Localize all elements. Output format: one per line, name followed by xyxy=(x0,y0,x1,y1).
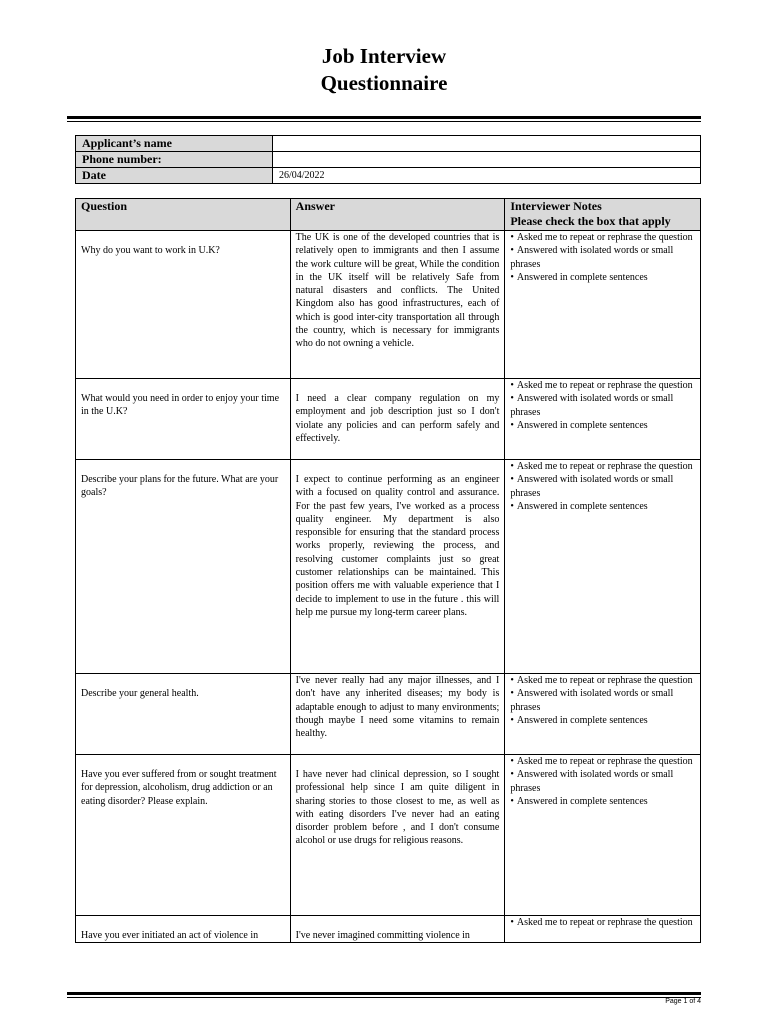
answer-cell[interactable]: I've never really had any major illnesses, and I don't have any inherited diseases; my body is adaptable enough to adjust to many environments; though maybe I need some vitamins to remain healthy. xyxy=(290,674,505,755)
answer-cell[interactable] xyxy=(290,755,505,916)
question-text: Describe your general health. xyxy=(81,688,199,699)
table-row xyxy=(76,755,701,916)
question-text: Have you ever initiated an act of violence in xyxy=(81,930,259,941)
header-notes xyxy=(505,199,701,231)
question-cell xyxy=(76,460,291,674)
applicant-info-table xyxy=(75,135,701,184)
notes-option[interactable]: • Asked me to repeat or rephrase the question xyxy=(510,755,695,768)
notes-option[interactable]: • Answered in complete sentences xyxy=(510,714,695,727)
header-rule-thick xyxy=(67,116,701,119)
notes-option[interactable]: • Answered with isolated words or small phrases xyxy=(510,687,695,714)
question-cell xyxy=(76,916,291,943)
question-cell xyxy=(76,755,291,916)
answer-text: I expect to continue performing as an engineer with a focused on quality control and assurance. For the past few years, I've worked as a process quality engineer. My department is also responsible for ensuring that the standard process works properly, reviewing the process, and resolving customer complaints just so great customer relationships can be maintained. This position offers me with valuable experience that I decide to implement to use in the future . this will help me pursue my long-term career plans. xyxy=(295,474,500,618)
answer-cell[interactable] xyxy=(290,916,505,943)
notes-option[interactable]: • Asked me to repeat or rephrase the question xyxy=(510,231,695,244)
notes-cell xyxy=(505,379,701,460)
info-label: Date xyxy=(76,168,273,184)
notes-option[interactable]: • Asked me to repeat or rephrase the question xyxy=(510,674,695,687)
question-text: Why do you want to work in U.K? xyxy=(81,245,220,256)
questionnaire-table xyxy=(75,198,701,943)
table-row xyxy=(76,916,701,943)
question-text: Describe your plans for the future. What are your goals? xyxy=(81,474,279,499)
notes-option[interactable]: • Answered with isolated words or small phrases xyxy=(510,244,695,271)
answer-text: I've never imagined committing violence in xyxy=(295,930,470,941)
notes-option[interactable]: • Asked me to repeat or rephrase the question xyxy=(510,379,695,392)
table-row xyxy=(76,460,701,674)
notes-cell xyxy=(505,460,701,674)
answer-cell[interactable] xyxy=(290,379,505,460)
table-row xyxy=(76,674,701,755)
date-field[interactable]: 26/04/2022 xyxy=(273,168,701,184)
page-number: Page 1 of 4 xyxy=(665,998,701,1005)
notes-option[interactable]: • Answered with isolated words or small phrases xyxy=(510,473,695,500)
info-label: Applicant’s name xyxy=(76,136,273,152)
notes-option[interactable]: • Asked me to repeat or rephrase the question xyxy=(510,460,695,473)
question-cell xyxy=(76,674,291,755)
footer-rule-thick xyxy=(67,992,701,995)
question-cell xyxy=(76,231,291,379)
header-answer: Answer xyxy=(290,199,505,231)
applicant-name-field[interactable] xyxy=(273,136,701,152)
answer-cell[interactable] xyxy=(290,460,505,674)
notes-option[interactable]: • Asked me to repeat or rephrase the question xyxy=(510,916,695,929)
notes-option[interactable]: • Answered with isolated words or small phrases xyxy=(510,768,695,795)
notes-option[interactable]: • Answered with isolated words or small phrases xyxy=(510,392,695,419)
answer-text: I have never had clinical depression, so I sought professional help since I am quite diligent in sharing stories to those closest to me, as well as with eating disorders I've never had an eating disorder problem before , and I don't consume alcohol or use drugs for religious reasons. xyxy=(295,769,500,847)
header-notes-line-2: Please check the box that apply xyxy=(510,214,671,228)
header-question: Question xyxy=(76,199,291,231)
answer-text: I need a clear company regulation on my employment and job description just so I don't violate any policies and can perform safely and effectively. xyxy=(295,393,500,444)
info-row-date xyxy=(76,168,701,184)
phone-number-field[interactable] xyxy=(273,152,701,168)
notes-option[interactable]: • Answered in complete sentences xyxy=(510,500,695,513)
title-line-1: Job Interview xyxy=(321,44,447,68)
document-title xyxy=(0,43,768,97)
notes-option[interactable]: • Answered in complete sentences xyxy=(510,271,695,284)
info-row-name xyxy=(76,136,701,152)
table-row xyxy=(76,379,701,460)
notes-cell xyxy=(505,755,701,916)
notes-cell xyxy=(505,231,701,379)
question-text: Have you ever suffered from or sought treatment for depression, alcoholism, drug addiction or an eating disorder? Please explain. xyxy=(81,769,277,807)
header-rule-thin xyxy=(67,121,701,122)
table-header-row xyxy=(76,199,701,231)
notes-option[interactable]: • Answered in complete sentences xyxy=(510,795,695,808)
header-notes-line-1: Interviewer Notes xyxy=(510,199,602,213)
info-row-phone xyxy=(76,152,701,168)
notes-cell xyxy=(505,916,701,943)
question-text: What would you need in order to enjoy your time in the U.K? xyxy=(81,393,280,418)
title-line-2: Questionnaire xyxy=(320,71,448,95)
table-row xyxy=(76,231,701,379)
info-label: Phone number: xyxy=(76,152,273,168)
question-cell xyxy=(76,379,291,460)
notes-option[interactable]: • Answered in complete sentences xyxy=(510,419,695,432)
notes-cell xyxy=(505,674,701,755)
footer-rule-thin xyxy=(67,997,701,998)
answer-cell[interactable]: The UK is one of the developed countries that is relatively open to immigrants and then I assume the work culture will be great, While the condition in the UK itself will be relatively Safe from natural disasters and conflicts. The United Kingdom also has good infrastructures, each of which is good inter-city transportation all through the country, which is necessary for immigrants who do not owning a vehicle. xyxy=(290,231,505,379)
